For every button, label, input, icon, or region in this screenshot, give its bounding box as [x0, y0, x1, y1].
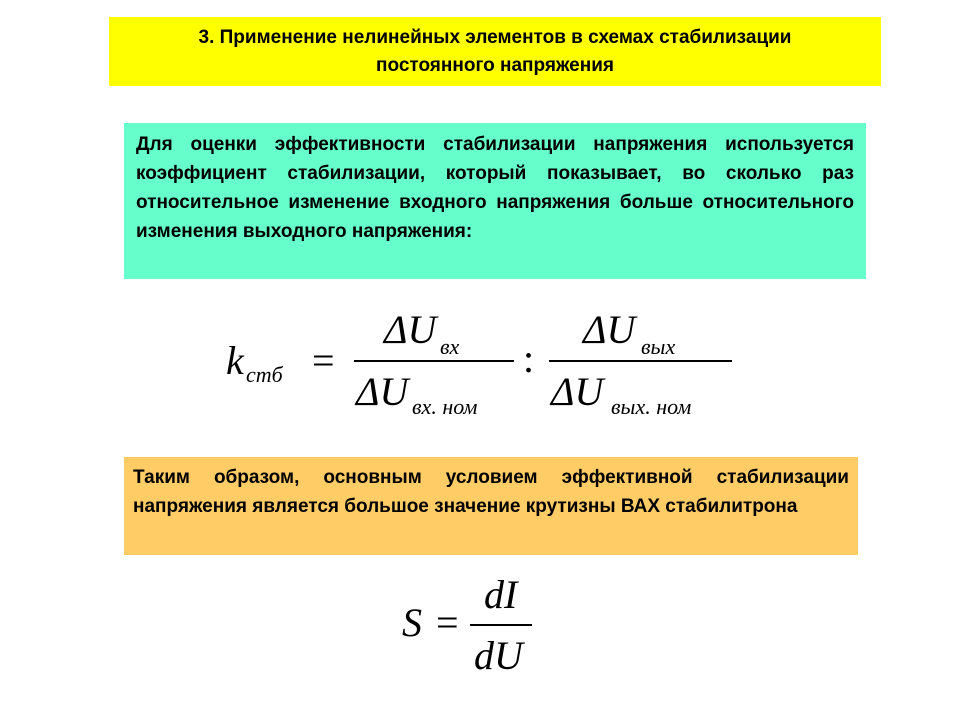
formula-s-fraction-bar — [470, 624, 532, 626]
intro-box — [124, 123, 866, 279]
formula-s-equals: = — [436, 600, 459, 645]
formula-k-lhs: k — [226, 338, 244, 383]
formula-s-lhs: S — [402, 600, 422, 645]
intro-text: Для оценки эффективности стабилизации напряжения используется коэффициент стабилизации, который показывает, во сколько раз относительное изменение входного напряжения больше относительного изменения выходного напряжения: — [136, 134, 854, 242]
formula-k-fraction-bar-1 — [354, 360, 514, 362]
formula-k-denominator-2: ΔU — [551, 369, 604, 414]
formula-k-numerator-2-subscript: вых — [641, 334, 676, 359]
slide-title — [109, 17, 881, 86]
formula-s-denominator: dU — [474, 633, 523, 678]
formula-k-denominator-1-subscript: вх. ном — [412, 394, 478, 419]
slide-title-line-1: 3. Применение нелинейных элементов в схемах стабилизации — [198, 26, 792, 48]
conclusion-box — [124, 457, 858, 555]
conclusion-text: Таким образом, основным условием эффективной стабилизации напряжения является большое значение крутизны ВАХ стабилитрона — [133, 467, 849, 517]
formula-k-numerator-1: ΔU — [384, 307, 437, 352]
formula-k-numerator-1-subscript: вх — [440, 334, 460, 359]
slide-title-line-2: постоянного напряжения — [376, 54, 614, 76]
formula-k-fraction-bar-2 — [549, 360, 732, 362]
formula-k-colon: : — [523, 336, 535, 381]
formula-k-equals: = — [312, 338, 335, 383]
formula-k-lhs-subscript: стб — [246, 362, 283, 387]
formula-s-numerator: dI — [484, 572, 518, 617]
formula-k-denominator-2-subscript: вых. ном — [611, 394, 692, 419]
formula-k-numerator-2: ΔU — [583, 307, 636, 352]
formula-k-denominator-1: ΔU — [356, 369, 409, 414]
